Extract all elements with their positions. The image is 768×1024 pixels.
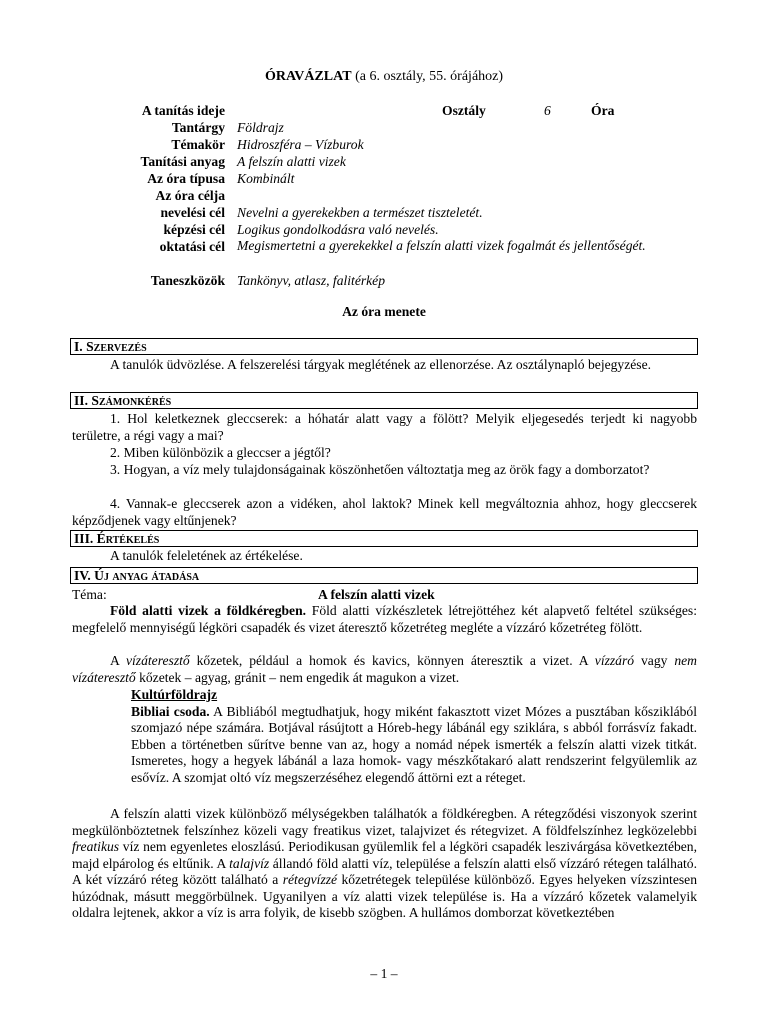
term: talajvíz (229, 855, 270, 871)
title-rest: (a 6. osztály, 55. órájához) (351, 69, 504, 84)
paragraph-2 (72, 653, 697, 686)
info-value: Tankönyv, atlasz, falitérkép (237, 273, 386, 288)
culture-lead: Bibliai csoda. (131, 703, 210, 719)
info-label: Témakör (171, 137, 225, 152)
text-run: állandó föld alatti víz, települése a felszín alatti első vízzáró rétegen található. A két vízzáró réteg között található a (72, 855, 697, 887)
section-num: IV. (74, 568, 95, 583)
info-value: Megismertetni a gyerekekkel a felszín alatti vizek fogalmát és jellentőségét. (237, 238, 646, 253)
info-label: Az óra célja (155, 188, 225, 203)
topic-row (72, 586, 697, 603)
info-value: Nevelni a gyerekekben a természet tiszteletét. (237, 205, 483, 220)
term: rétegvízzé (282, 872, 338, 887)
ora-label: Óra (591, 103, 615, 118)
info-value: Földrajz (237, 120, 284, 135)
culture-heading: Kultúrföldrajz (131, 687, 218, 702)
question-4: 4. Vannak-e gleccserek azon a vidéken, ahol laktok? Minek kell megváltoznia ahhoz, hogy gleccserek képződjenek vagy eltűnjenek? (72, 496, 697, 528)
info-label: nevelési cél (160, 205, 225, 220)
info-value: Logikus gondolkodásra való nevelés. (237, 222, 439, 237)
section-heading-3 (70, 530, 698, 547)
info-label: Taneszközök (150, 273, 225, 288)
text-run: kőzetek – agyag, gránit – nem engedik át magukon a vizet. (135, 669, 460, 685)
section-heading-4 (70, 567, 698, 584)
title-bold: ÓRAVÁZLAT (264, 69, 352, 84)
paragraph-1 (72, 603, 697, 636)
paragraph-1-lead: Föld alatti vizek a földkéregben. (110, 603, 307, 618)
info-value: Hidroszféra – Vízburok (237, 137, 364, 152)
term: vízáteresztő (126, 653, 190, 668)
info-label: oktatási cél (159, 239, 225, 254)
term: vízzáró (594, 653, 635, 668)
question-1: 1. Hol keletkeznek gleccserek: a hóhatár alatt vagy a fölött? Melyik eljegesedés terjedt ki nagyobb területre, a régi vagy a mai? (72, 411, 697, 443)
document-title (0, 69, 768, 85)
text-run: A (110, 653, 126, 668)
term: nem vízáteresztő (72, 653, 697, 685)
section-3-text: A tanulók feleletének az értékelése. (110, 548, 303, 563)
info-label: képzési cél (163, 222, 225, 237)
text-run: vagy (634, 653, 675, 668)
section-title: Szervezés (86, 339, 147, 354)
section-1-text: A tanulók üdvözlése. A felszerelési tárgyak meglétének az ellenorzése. Az osztálynapló bejegyzése. (110, 357, 652, 372)
section-num: I. (74, 339, 87, 354)
info-value: A felszín alatti vizek (237, 154, 346, 169)
question-2: 2. Miben különbözik a gleccser a jégtől? (110, 445, 331, 460)
topic-title: A felszín alatti vizek (318, 587, 435, 602)
culture-text (131, 704, 697, 787)
culture-body: A Bibliából megtudhatjuk, hogy miként fakasztott vizet Mózes a pusztában kősziklából szomjazó népe számára. Botjával rásújtott a Hóreb-hegy lábánál egy sziklára, s abból forrásvíz fakadt. Ebben a történetben sűrítve benne van az, hogy a nomád népek ismerték a felszín alatti vizek titkát. Ismeretes, hogy a hegyek lábánál a laza homok- vagy mészkőtakaró alatt rendszerint felgyülemlik az esővíz. A szomjat oltó víz megszerzéséhez elegendő áttörni ezt a réteget. (131, 703, 698, 785)
text-run: víz nem egyenletes eloszlású. Periodikusan gyülemlik fel a légköri csapadék leszivárgása következtében, majd elpárolog és eltűnik. A (72, 839, 697, 871)
section-num: III. (74, 531, 97, 546)
tanitas-ideje-label: A tanítás ideje (141, 103, 225, 118)
page-number: – 1 – (370, 966, 398, 981)
section-title: Értékelés (96, 531, 160, 546)
osztaly-value: 6 (544, 103, 551, 118)
section-title: Számonkérés (91, 393, 172, 408)
info-value: Kombinált (237, 171, 295, 186)
text-run: kőzetrétegek települése különböző. Egyes helyeken vízszintesen húzódnak, másutt meggörbülnek. Ugyanilyen a víz alatti vizek települése is. Ha a vízzáró kőzetek valamelyik oldalra lejtenek, akkor a víz is arra folyik, de kisebb szögben. A hullámos domborzat következtében (72, 872, 697, 920)
term: freatikus (72, 839, 120, 854)
info-label: Az óra típusa (147, 171, 225, 186)
section-heading-2 (70, 392, 698, 409)
paragraph-3 (72, 806, 697, 922)
paragraph-1-text: Föld alatti vízkészletek létrejöttéhez két alapvető feltétel szükséges: megfelelő mennyiségű légköri csapadék és vizet áteresztő kőzetréteg megléte a vízzáró kőzetréteg fölött. (72, 603, 697, 635)
text-run: A felszín alatti vizek különböző mélységekben találhatók a földkéregben. A rétegződési viszonyok szerint megkülönböztetnek felszínhez közeli vagy freatikus vizet, talajvizet és rétegvizet. A földfelszínhez legközelebbi (72, 806, 697, 838)
lesson-flow-heading: Az óra menete (342, 304, 426, 319)
question-3: 3. Hogyan, a víz mely tulajdonságainak köszönhetően változtatja meg az örök fagy a domborzatot? (110, 462, 650, 477)
section-heading-1 (70, 338, 698, 355)
topic-label: Téma: (72, 587, 107, 602)
info-label: Tanítási anyag (140, 154, 225, 169)
osztaly-label: Osztály (442, 103, 486, 118)
section-num: II. (74, 393, 92, 408)
text-run: kőzetek, például a homok és kavics, könnyen áteresztik a vizet. A (189, 653, 595, 668)
culture-box (131, 687, 697, 786)
section-title: Új anyag átadása (94, 568, 200, 583)
info-label: Tantárgy (171, 120, 225, 135)
